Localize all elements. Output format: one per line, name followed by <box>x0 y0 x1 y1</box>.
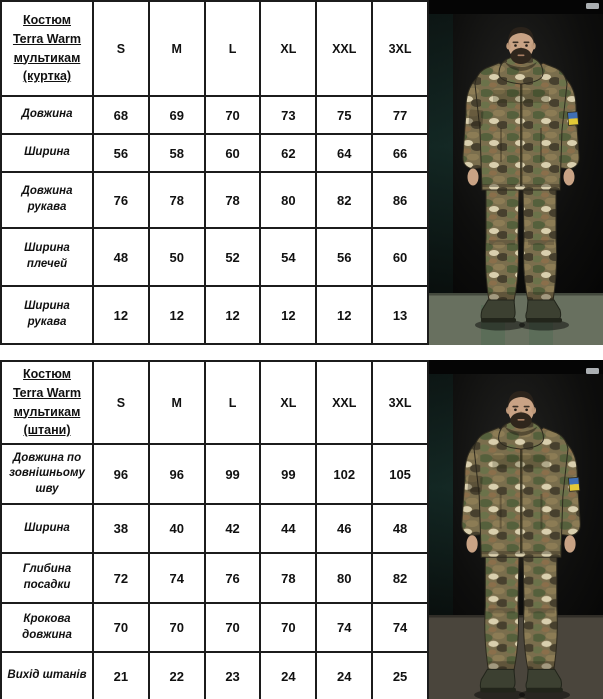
measurement-value: 74 <box>316 603 372 652</box>
measurement-value: 96 <box>93 444 149 504</box>
measurement-row <box>1 172 428 228</box>
measurement-value: 66 <box>372 134 428 172</box>
ceiling-light <box>586 3 599 9</box>
measurement-value: 70 <box>205 96 261 134</box>
measurement-label: Довжина <box>1 96 93 134</box>
size-column-header: XL <box>260 361 316 444</box>
jacket-header-row <box>1 1 428 96</box>
measurement-value: 22 <box>149 652 205 699</box>
measurement-value: 44 <box>260 504 316 553</box>
table-title-cell <box>1 361 93 444</box>
size-column-header: 3XL <box>372 361 428 444</box>
measurement-value: 73 <box>260 96 316 134</box>
table-title-line: (куртка) <box>22 69 72 84</box>
measurement-row <box>1 603 428 652</box>
pants-size-table <box>0 360 429 699</box>
measurement-value: 56 <box>316 228 372 286</box>
size-column-header: L <box>205 1 261 96</box>
measurement-value: 24 <box>260 652 316 699</box>
measurement-row <box>1 134 428 172</box>
measurement-label: Ширина рукава <box>1 286 93 344</box>
measurement-label: Довжина рукава <box>1 172 93 228</box>
measurement-value: 74 <box>149 553 205 603</box>
measurement-value: 60 <box>372 228 428 286</box>
measurement-value: 12 <box>149 286 205 344</box>
measurement-value: 68 <box>93 96 149 134</box>
measurement-row <box>1 96 428 134</box>
measurement-value: 77 <box>372 96 428 134</box>
measurement-value: 24 <box>316 652 372 699</box>
jacket-table-wrap <box>0 0 429 345</box>
measurement-value: 13 <box>372 286 428 344</box>
measurement-label: Ширина <box>1 134 93 172</box>
measurement-value: 76 <box>205 553 261 603</box>
size-column-header: L <box>205 361 261 444</box>
size-column-header: XXL <box>316 361 372 444</box>
table-title-line: Костюм <box>23 13 71 27</box>
measurement-value: 69 <box>149 96 205 134</box>
measurement-value: 38 <box>93 504 149 553</box>
table-title-line: Terra Warm <box>12 31 82 46</box>
ukraine-flag-patch <box>568 477 579 491</box>
measurement-label: Ширина <box>1 504 93 553</box>
jacket-section <box>0 0 603 345</box>
measurement-value: 52 <box>205 228 261 286</box>
pants-section <box>0 360 603 699</box>
wall-panel <box>429 0 453 293</box>
measurement-row <box>1 504 428 553</box>
measurement-value: 102 <box>316 444 372 504</box>
floor <box>429 293 603 345</box>
measurement-value: 78 <box>205 172 261 228</box>
jacket-photo-svg <box>429 0 603 345</box>
measurement-value: 12 <box>316 286 372 344</box>
size-column-header: 3XL <box>372 1 428 96</box>
measurement-value: 40 <box>149 504 205 553</box>
measurement-value: 80 <box>260 172 316 228</box>
left-hand <box>466 535 477 552</box>
size-column-header: S <box>93 361 149 444</box>
measurement-value: 64 <box>316 134 372 172</box>
right-hand <box>564 535 575 552</box>
measurement-row <box>1 286 428 344</box>
right-hand <box>564 169 575 186</box>
measurement-value: 54 <box>260 228 316 286</box>
measurement-value: 74 <box>372 603 428 652</box>
measurement-value: 42 <box>205 504 261 553</box>
measurement-label: Довжина по зовнішньому шву <box>1 444 93 504</box>
measurement-value: 70 <box>205 603 261 652</box>
table-title-line: мультикам <box>13 50 81 65</box>
measurement-value: 56 <box>93 134 149 172</box>
measurement-value: 12 <box>93 286 149 344</box>
measurement-value: 62 <box>260 134 316 172</box>
table-title-cell <box>1 1 93 96</box>
size-column-header: S <box>93 1 149 96</box>
measurement-value: 78 <box>260 553 316 603</box>
measurement-value: 86 <box>372 172 428 228</box>
wall-panel <box>429 360 453 615</box>
size-column-header: XXL <box>316 1 372 96</box>
measurement-value: 58 <box>149 134 205 172</box>
measurement-value: 72 <box>93 553 149 603</box>
measurement-value: 60 <box>205 134 261 172</box>
table-title-line: (штани) <box>23 423 71 438</box>
measurement-value: 82 <box>316 172 372 228</box>
left-hand <box>468 169 479 186</box>
measurement-value: 21 <box>93 652 149 699</box>
measurement-label: Крокова довжина <box>1 603 93 652</box>
measurement-value: 70 <box>149 603 205 652</box>
measurement-value: 25 <box>372 652 428 699</box>
size-column-header: M <box>149 361 205 444</box>
measurement-value: 105 <box>372 444 428 504</box>
measurement-value: 70 <box>93 603 149 652</box>
measurement-value: 48 <box>372 504 428 553</box>
table-title-line: Terra Warm <box>12 385 82 400</box>
size-column-header: XL <box>260 1 316 96</box>
measurement-label: Глибина посадки <box>1 553 93 603</box>
jacket-size-table <box>0 0 429 345</box>
measurement-row <box>1 228 428 286</box>
size-column-header: M <box>149 1 205 96</box>
measurement-value: 23 <box>205 652 261 699</box>
pants-header-row <box>1 361 428 444</box>
ukraine-flag-patch <box>567 112 578 126</box>
measurement-row <box>1 652 428 699</box>
measurement-value: 12 <box>260 286 316 344</box>
measurement-label: Ширина плечей <box>1 228 93 286</box>
ceiling-light <box>586 368 599 374</box>
measurement-value: 70 <box>260 603 316 652</box>
measurement-value: 46 <box>316 504 372 553</box>
pants-table-wrap <box>0 360 429 699</box>
measurement-value: 99 <box>260 444 316 504</box>
jacket-photo <box>429 0 603 345</box>
measurement-value: 96 <box>149 444 205 504</box>
measurement-row <box>1 553 428 603</box>
measurement-value: 12 <box>205 286 261 344</box>
measurement-value: 80 <box>316 553 372 603</box>
measurement-row <box>1 444 428 504</box>
measurement-value: 99 <box>205 444 261 504</box>
pants-photo-svg <box>429 360 603 699</box>
measurement-value: 48 <box>93 228 149 286</box>
measurement-value: 76 <box>93 172 149 228</box>
measurement-value: 82 <box>372 553 428 603</box>
measurement-label: Вихід штанів <box>1 652 93 699</box>
measurement-value: 78 <box>149 172 205 228</box>
pants-photo <box>429 360 603 699</box>
measurement-value: 50 <box>149 228 205 286</box>
section-divider <box>0 345 603 360</box>
table-title-line: мультикам <box>13 404 81 419</box>
measurement-value: 75 <box>316 96 372 134</box>
table-title-line: Костюм <box>23 367 71 381</box>
